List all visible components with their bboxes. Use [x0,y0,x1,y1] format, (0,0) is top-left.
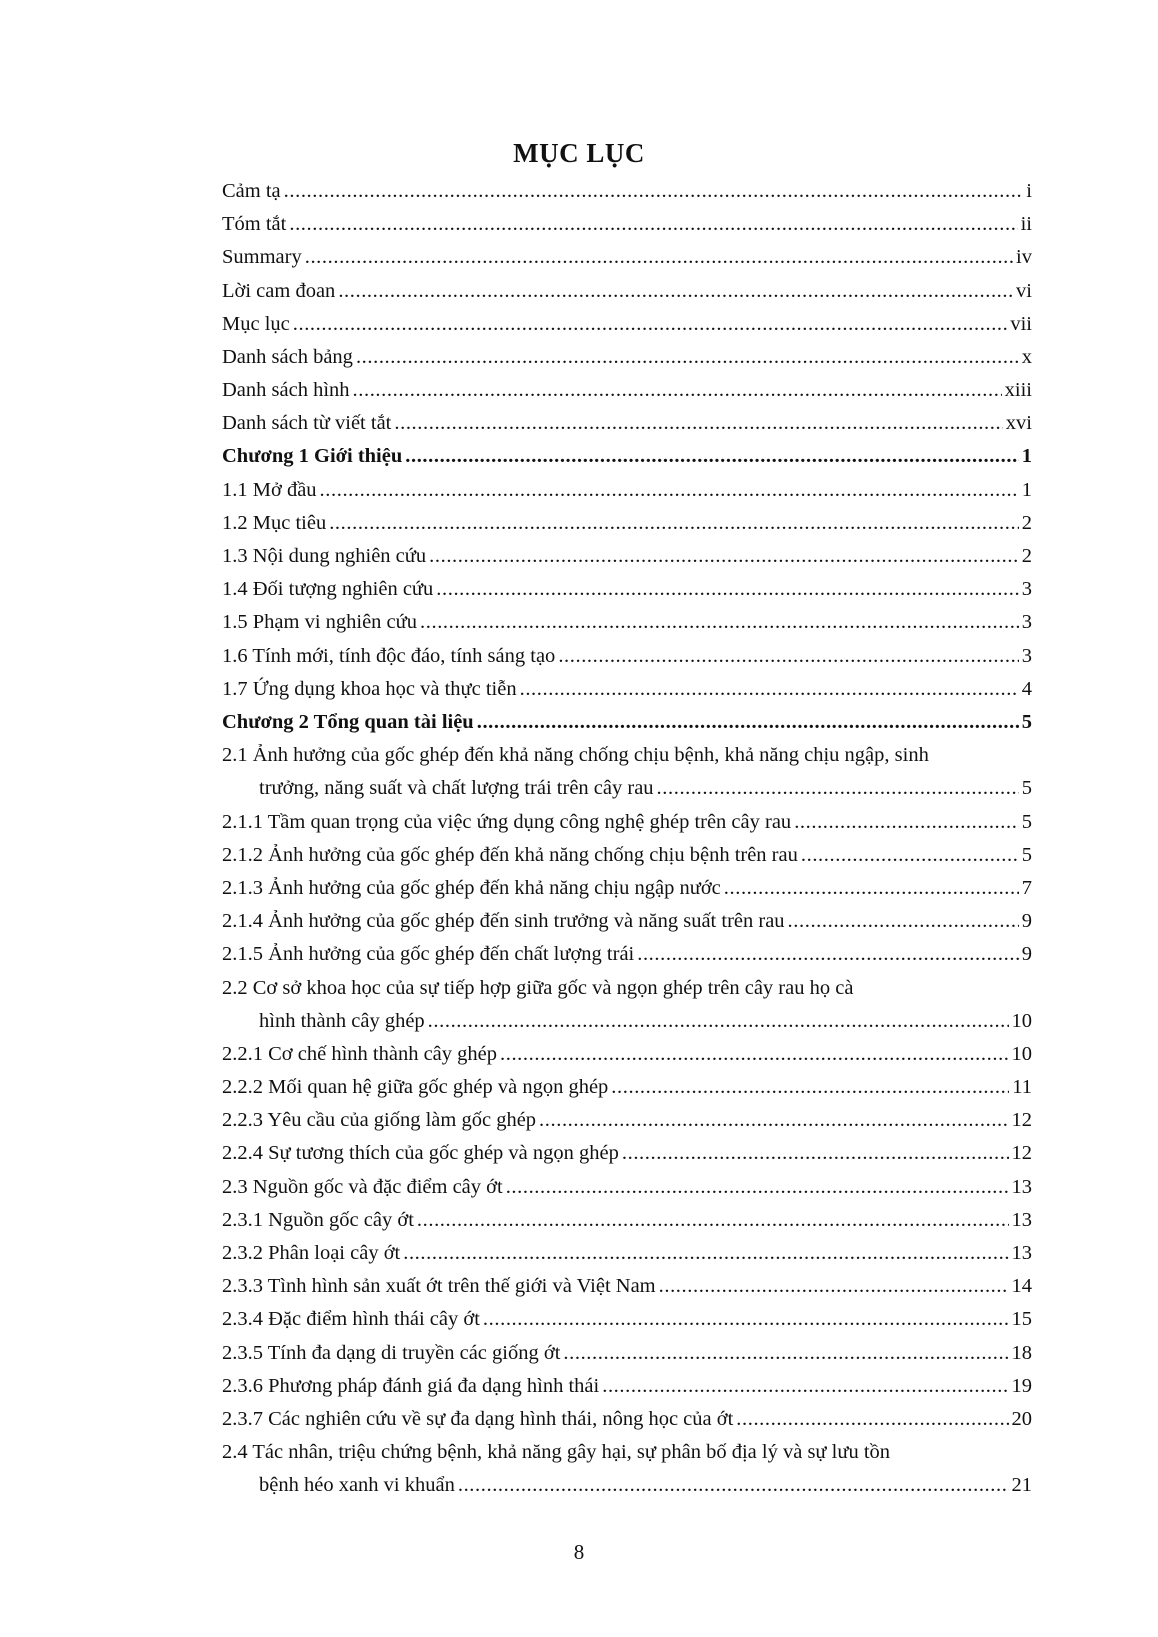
dot-leader [611,1071,1009,1104]
dot-leader [458,1469,1009,1502]
toc-chapter-entry[interactable] [222,441,1032,474]
toc-entry[interactable] [222,1038,1032,1071]
dot-leader [394,407,1002,440]
toc-entry[interactable] [222,938,1032,971]
toc-entry[interactable] [222,308,1032,341]
toc-entry-label: hình thành cây ghép [259,1009,425,1032]
toc-entry[interactable] [222,1071,1032,1104]
toc-entry-label: trưởng, năng suất và chất lượng trái trên cây rau [259,777,654,800]
toc-entry-page: 5 [1021,810,1032,833]
toc-entry-first-line[interactable]: 2.4 Tác nhân, triệu chứng bệnh, khả năng gây hại, sự phân bố địa lý và sự lưu tồn [222,1441,891,1464]
toc-entry-page: 3 [1021,578,1032,601]
toc-entry-page: 11 [1012,1076,1032,1099]
toc-entry[interactable] [222,374,1032,407]
toc-entry[interactable] [222,241,1032,274]
toc-entry[interactable] [222,640,1032,673]
dot-leader [289,208,1017,241]
toc-entry-page: 12 [1011,1142,1032,1165]
toc-entry[interactable] [222,1237,1032,1270]
toc-entry-page: 13 [1011,1208,1032,1231]
toc-entry-first-line[interactable]: 2.1 Ảnh hưởng của gốc ghép đến khả năng chống chịu bệnh, khả năng chịu ngập, sinh [222,744,929,767]
dot-leader [429,540,1019,573]
dot-leader [622,1137,1009,1170]
toc-entry-page: xiii [1004,379,1032,402]
toc-entry-page: 21 [1011,1474,1032,1497]
dot-leader [558,640,1018,673]
dot-leader [801,839,1019,872]
toc-entry[interactable] [222,1204,1032,1237]
toc-entry-label: 2.3.1 Nguồn gốc cây ớt [222,1208,414,1231]
toc-entry-page: xvi [1005,412,1032,435]
toc-entry-label: 1.1 Mở đầu [222,478,317,501]
toc-chapter-entry[interactable] [222,706,1032,739]
toc-entry[interactable] [222,1104,1032,1137]
toc-entry-page: x [1021,345,1032,368]
toc-entry-label: 1.5 Phạm vi nghiên cứu [222,611,418,634]
toc-entry[interactable] [222,905,1032,938]
dot-leader [356,341,1019,374]
toc-entry[interactable] [222,872,1032,905]
toc-entry-label: 2.2.2 Mối quan hệ giữa gốc ghép và ngọn ghép [222,1076,609,1099]
toc-entry-label: Chương 2 Tổng quan tài liệu [222,710,474,733]
toc-entry-page: 5 [1021,843,1032,866]
dot-leader [284,175,1024,208]
toc-entry-page: vii [1010,312,1032,335]
toc-entry-label: 2.3.7 Các nghiên cứu về sự đa dạng hình thái, nông học của ớt [222,1407,734,1430]
toc-entry-page: 15 [1011,1308,1032,1331]
dot-leader [506,1171,1009,1204]
toc-entry[interactable] [222,806,1032,839]
toc-entry-page: 12 [1011,1109,1032,1132]
toc-entry[interactable] [222,1337,1032,1370]
dot-leader [500,1038,1009,1071]
toc-entry[interactable] [222,1270,1032,1303]
dot-leader [338,275,1013,308]
toc-entry[interactable] [222,507,1032,540]
dot-leader [405,440,1019,473]
dot-leader [794,806,1019,839]
toc-entry-page: 13 [1011,1175,1032,1198]
toc-entry-label: Mục lục [222,312,290,335]
toc-entry-label: Tóm tắt [222,213,287,236]
dot-leader [724,872,1019,905]
toc-entry-page: iv [1016,246,1032,269]
page-title: MỤC LỤC [513,138,645,168]
toc-entry-page: ii [1020,213,1032,236]
toc-entry-label: 2.3.6 Phương pháp đánh giá đa dạng hình thái [222,1374,600,1397]
toc-entry[interactable] [222,1370,1032,1403]
dot-leader [320,474,1019,507]
toc-entry-page: 14 [1011,1275,1032,1298]
toc-entry[interactable] [222,474,1032,507]
toc-entry-label: 2.1.1 Tầm quan trọng của việc ứng dụng công nghệ ghép trên cây rau [222,810,792,833]
dot-leader [563,1337,1008,1370]
toc-entry[interactable] [222,540,1032,573]
toc-entry[interactable] [222,208,1032,241]
toc-entry-label: 2.1.3 Ảnh hưởng của gốc ghép đến khả năng chịu ngập nước [222,876,721,899]
toc-entry-page: 2 [1021,511,1032,534]
toc-entry-label: 2.3.3 Tình hình sản xuất ớt trên thế giới và Việt Nam [222,1275,656,1298]
toc-entry-label: Danh sách từ viết tắt [222,412,392,435]
toc-entry-label: 2.3.2 Phân loại cây ớt [222,1241,401,1264]
dot-leader [403,1237,1008,1270]
toc-entry[interactable] [222,839,1032,872]
toc-entry-label: 2.2.1 Cơ chế hình thành cây ghép [222,1042,497,1065]
dot-leader [539,1104,1008,1137]
toc-entry[interactable] [222,1403,1032,1436]
dot-leader [293,308,1008,341]
toc-entry-label: 2.2.3 Yêu cầu của giống làm gốc ghép [222,1109,537,1132]
toc-entry[interactable] [222,772,1032,805]
toc-entry-page: 9 [1021,910,1032,933]
toc-entry-label: Danh sách bảng [222,345,353,368]
toc-entry-page: 5 [1021,777,1032,800]
toc-entry[interactable] [222,1005,1032,1038]
toc-entry-page: 20 [1011,1407,1032,1430]
dot-leader [436,573,1018,606]
toc-entry-label: 1.3 Nội dung nghiên cứu [222,545,427,568]
table-of-contents [222,175,1032,1503]
dot-leader [420,606,1019,639]
toc-entry[interactable] [222,1137,1032,1170]
toc-entry-label: 1.7 Ứng dụng khoa học và thực tiễn [222,677,517,700]
toc-entry-page: 19 [1011,1374,1032,1397]
toc-entry-label: 2.1.5 Ảnh hưởng của gốc ghép đến chất lượng trái [222,943,635,966]
toc-entry-label: 2.3.5 Tính đa dạng di truyền các giống ớt [222,1341,561,1364]
toc-entry-label: 1.4 Đối tượng nghiên cứu [222,578,434,601]
dot-leader [305,241,1013,274]
dot-leader [657,772,1019,805]
toc-entry-page: 13 [1011,1241,1032,1264]
dot-leader [736,1403,1008,1436]
toc-entry[interactable] [222,341,1032,374]
dot-leader [602,1370,1008,1403]
toc-entry-first-line[interactable]: 2.2 Cơ sở khoa học của sự tiếp hợp giữa gốc và ngọn ghép trên cây rau họ cà [222,976,854,999]
toc-entry-label: 2.3.4 Đặc điểm hình thái cây ớt [222,1308,480,1331]
toc-entry-label: 2.1.2 Ảnh hưởng của gốc ghép đến khả năng chống chịu bệnh trên rau [222,843,798,866]
dot-leader [788,905,1019,938]
toc-entry-label: Lời cam đoan [222,279,336,302]
toc-entry-label: Summary [222,246,302,269]
toc-entry-page: vi [1016,279,1032,302]
toc-entry-page: 10 [1011,1009,1032,1032]
toc-entry-page: 3 [1021,611,1032,634]
dot-leader [477,706,1019,739]
toc-entry[interactable] [222,1303,1032,1336]
toc-entry[interactable] [222,175,1032,208]
toc-entry-page: i [1026,179,1032,202]
dot-leader [483,1303,1009,1336]
page-number: 8 [573,1540,585,1564]
dot-leader [329,507,1019,540]
toc-entry-label: 1.6 Tính mới, tính độc đáo, tính sáng tạo [222,644,556,667]
toc-entry[interactable] [222,407,1032,440]
toc-entry-label: 2.1.4 Ảnh hưởng của gốc ghép đến sinh trưởng và năng suất trên rau [222,910,785,933]
toc-entry-label: Chương 1 Giới thiệu [222,445,403,468]
toc-entry[interactable] [222,1171,1032,1204]
toc-entry-page: 5 [1021,710,1032,733]
dot-leader [353,374,1002,407]
toc-entry[interactable] [222,275,1032,308]
dot-leader [659,1270,1009,1303]
toc-entry-page: 7 [1021,876,1032,899]
toc-entry-page: 10 [1011,1042,1032,1065]
toc-entry-page: 2 [1021,545,1032,568]
toc-entry-label: 1.2 Mục tiêu [222,511,327,534]
toc-entry-label: Cảm tạ [222,179,281,202]
toc-entry-page: 1 [1021,445,1032,468]
toc-entry-label: Danh sách hình [222,379,350,402]
toc-entry[interactable] [222,673,1032,706]
toc-entry-page: 9 [1021,943,1032,966]
dot-leader [417,1204,1009,1237]
toc-entry[interactable] [222,573,1032,606]
toc-entry-label: 2.3 Nguồn gốc và đặc điểm cây ớt [222,1175,503,1198]
toc-entry-page: 18 [1011,1341,1032,1364]
toc-entry-label: 2.2.4 Sự tương thích của gốc ghép và ngọn ghép [222,1142,619,1165]
dot-leader [637,938,1019,971]
toc-entry[interactable] [222,606,1032,639]
dot-leader [520,673,1019,706]
toc-entry[interactable] [222,1469,1032,1502]
dot-leader [428,1005,1009,1038]
toc-entry-page: 1 [1021,478,1032,501]
toc-entry-label: bệnh héo xanh vi khuẩn [259,1474,455,1497]
toc-entry-page: 4 [1021,677,1032,700]
toc-entry-page: 3 [1021,644,1032,667]
